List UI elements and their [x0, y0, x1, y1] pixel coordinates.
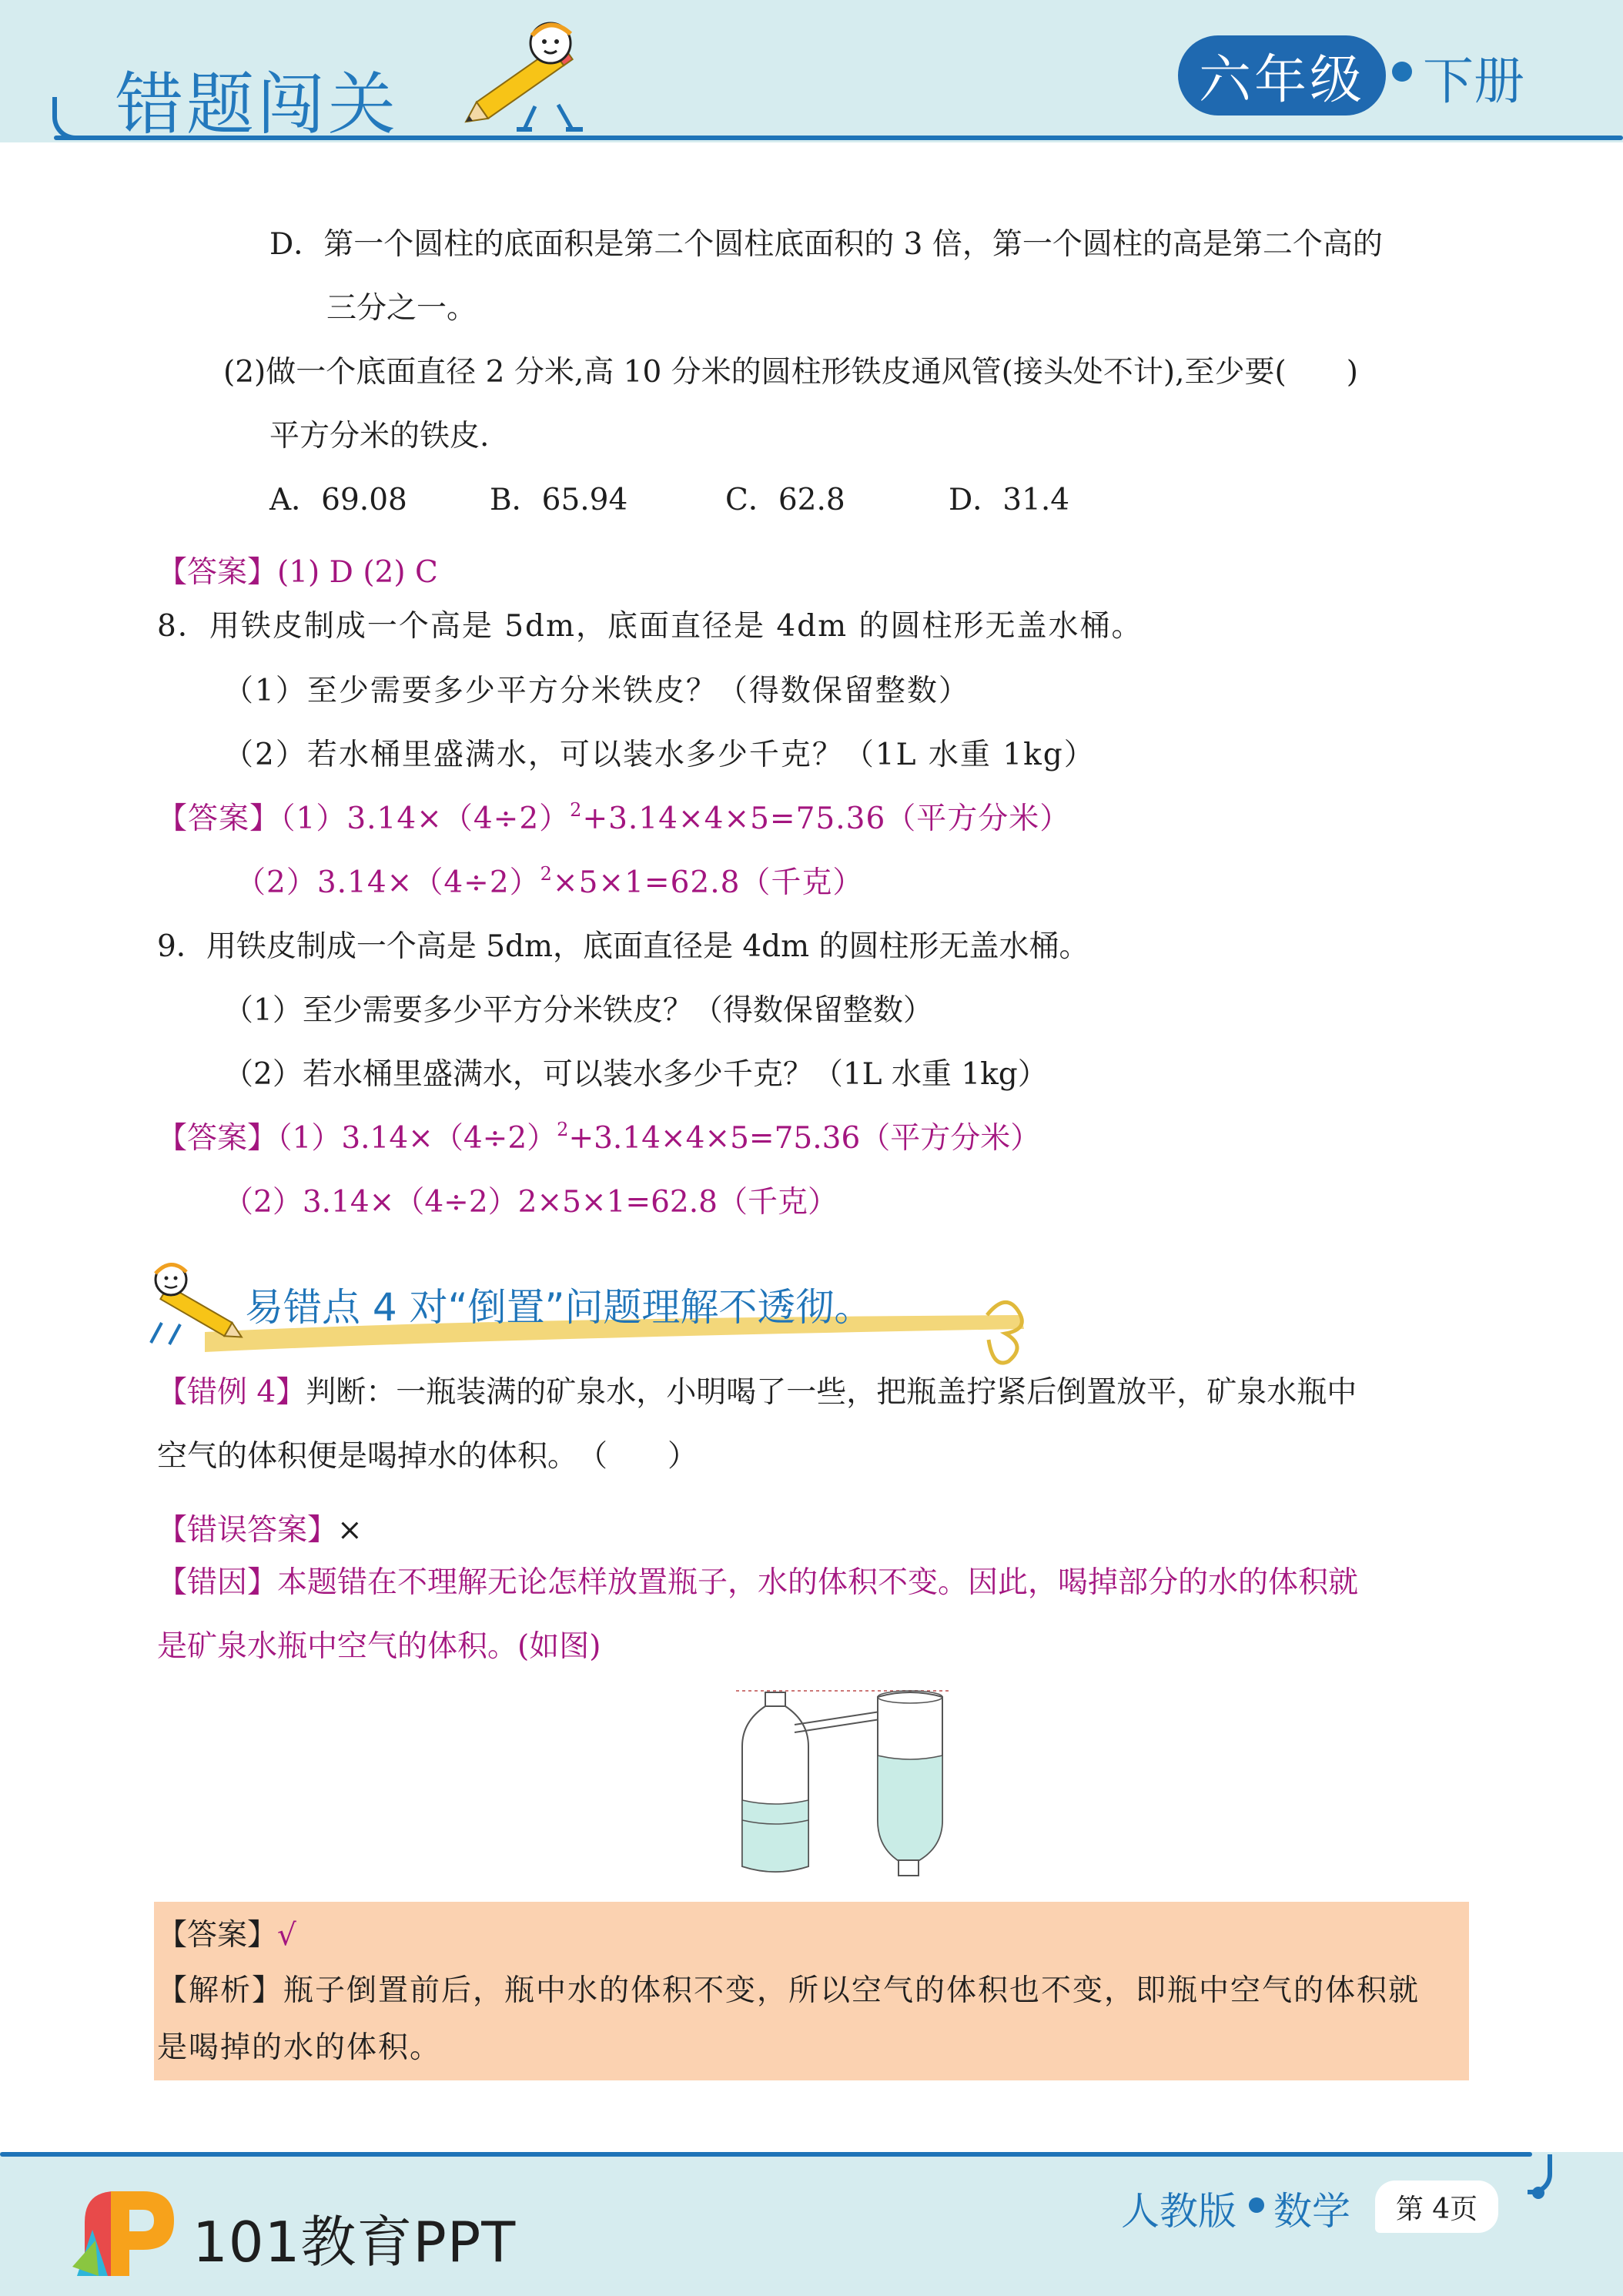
q7-2-option-c: C．62.8 — [725, 483, 845, 517]
q7-2-option-d: D．31.4 — [949, 483, 1070, 517]
grade-badge: 六年级 — [1178, 35, 1386, 115]
q7-2-line2: 平方分米的铁皮. — [269, 419, 490, 454]
box-answer — [157, 1916, 296, 1956]
example-text: 判断：一瓶装满的矿泉水，小明喝了一些，把瓶盖拧紧后倒置放平，矿泉水瓶中 — [306, 1375, 1357, 1410]
analysis-label: 【解析】 — [157, 1973, 284, 2008]
q7-option-d-line1: D．第一个圆柱的底面积是第二个圆柱底面积的 3 倍，第一个圆柱的高是第二个高的 — [269, 227, 1383, 262]
q9-stem: 9．用铁皮制成一个高是 5dm，底面直径是 4dm 的圆柱形无盖水桶。 — [157, 929, 1089, 964]
q7-2-line1: (2)做一个底面直径 2 分米,高 10 分米的圆柱形铁皮通风管(接头处不计),至少要( ) — [223, 355, 1358, 390]
pencil-mascot-icon — [136, 1257, 243, 1347]
page-title: 错题闯关 — [115, 65, 400, 144]
q9-answer-1 — [157, 1119, 1040, 1159]
q7-2-option-b: B．65.94 — [490, 483, 628, 517]
q8-stem: 8．用铁皮制成一个高是 5dm，底面直径是 4dm 的圆柱形无盖水桶。 — [157, 609, 1143, 644]
page-number-badge: 第 4页 — [1375, 2181, 1498, 2233]
wrong-answer — [157, 1511, 363, 1551]
answer-label: 【答案】 — [157, 555, 278, 590]
box-answer-label: 【答案】 — [157, 1918, 278, 1953]
q9-sub2: （2）若水桶里盛满水，可以装水多少千克？（1L 水重 1kg） — [223, 1057, 1048, 1092]
cause-line1 — [157, 1563, 1358, 1603]
grade-separator-dot — [1392, 62, 1412, 82]
section-title: 易错点 4 对“倒置”问题理解不透彻。 — [245, 1285, 873, 1330]
answer-label: 【答案】 — [157, 1121, 278, 1156]
formula-exponent: 2 — [540, 863, 553, 885]
pencil-mascot-icon — [443, 14, 597, 137]
q7-answer — [157, 553, 438, 593]
answer-label: 【答案】 — [157, 802, 281, 836]
brand-logo-text: 101教育PPT — [192, 2210, 517, 2274]
q8-sub1: （1）至少需要多少平方分米铁皮？（得数保留整数） — [223, 674, 970, 708]
formula-part: ×5×1=62.8（千克） — [552, 865, 864, 900]
formula-part: （2）3.14×（4÷2） — [236, 865, 540, 900]
cause-line2: 是矿泉水瓶中空气的体积。(如图) — [157, 1629, 601, 1664]
footer-divider — [0, 2152, 1532, 2157]
q9-answer-2: （2）3.14×（4÷2）2×5×1=62.8（千克） — [223, 1185, 838, 1220]
q7-2-option-a: A．69.08 — [269, 483, 407, 517]
cause-text: 本题错在不理解无论怎样放置瓶子，水的体积不变。因此，喝掉部分的水的体积就 — [277, 1565, 1359, 1600]
footer-curl-dot — [1532, 2187, 1544, 2199]
volume-label: 下册 — [1423, 52, 1524, 111]
q7-option-d-line2: 三分之一。 — [326, 291, 477, 326]
wrong-answer-mark: × — [337, 1513, 363, 1548]
formula-exponent: 2 — [570, 799, 583, 821]
box-answer-mark: √ — [277, 1918, 296, 1953]
formula-part: +3.14×4×5=75.36（平方分米） — [568, 1121, 1041, 1156]
analysis-line1 — [157, 1971, 1420, 2011]
q8-sub2: （2）若水桶里盛满水，可以装水多少千克？（1L 水重 1kg） — [223, 738, 1096, 772]
cause-label: 【错因】 — [157, 1565, 278, 1600]
example-line1 — [157, 1373, 1357, 1413]
q8-answer-1 — [157, 799, 1070, 839]
formula-part: （1）3.14×（4÷2） — [277, 1121, 557, 1156]
q9-sub1: （1）至少需要多少平方分米铁皮？（得数保留整数） — [223, 993, 933, 1028]
edition-separator-dot — [1249, 2197, 1264, 2213]
analysis-line2: 是喝掉的水的体积。 — [157, 2030, 442, 2065]
answer-text: (1) D (2) C — [277, 555, 438, 590]
formula-exponent: 2 — [557, 1119, 569, 1140]
analysis-text: 瓶子倒置前后，瓶中水的体积不变，所以空气的体积也不变，即瓶中空气的体积就 — [283, 1973, 1421, 2008]
example-line2: 空气的体积便是喝掉水的体积。 （ ） — [157, 1439, 698, 1474]
formula-part: +3.14×4×5=75.36（平方分米） — [582, 802, 1071, 836]
subject-label: 数学 — [1273, 2189, 1350, 2234]
edition-label: 人教版 — [1121, 2189, 1236, 2234]
q8-answer-2 — [236, 863, 863, 903]
brand-logo-icon — [69, 2176, 185, 2284]
formula-part: （1）3.14×（4÷2） — [280, 802, 571, 836]
wrong-answer-label: 【错误答案】 — [157, 1513, 338, 1548]
bottle-inversion-figure — [731, 1685, 955, 1885]
example-label: 【错例 4】 — [157, 1375, 306, 1410]
